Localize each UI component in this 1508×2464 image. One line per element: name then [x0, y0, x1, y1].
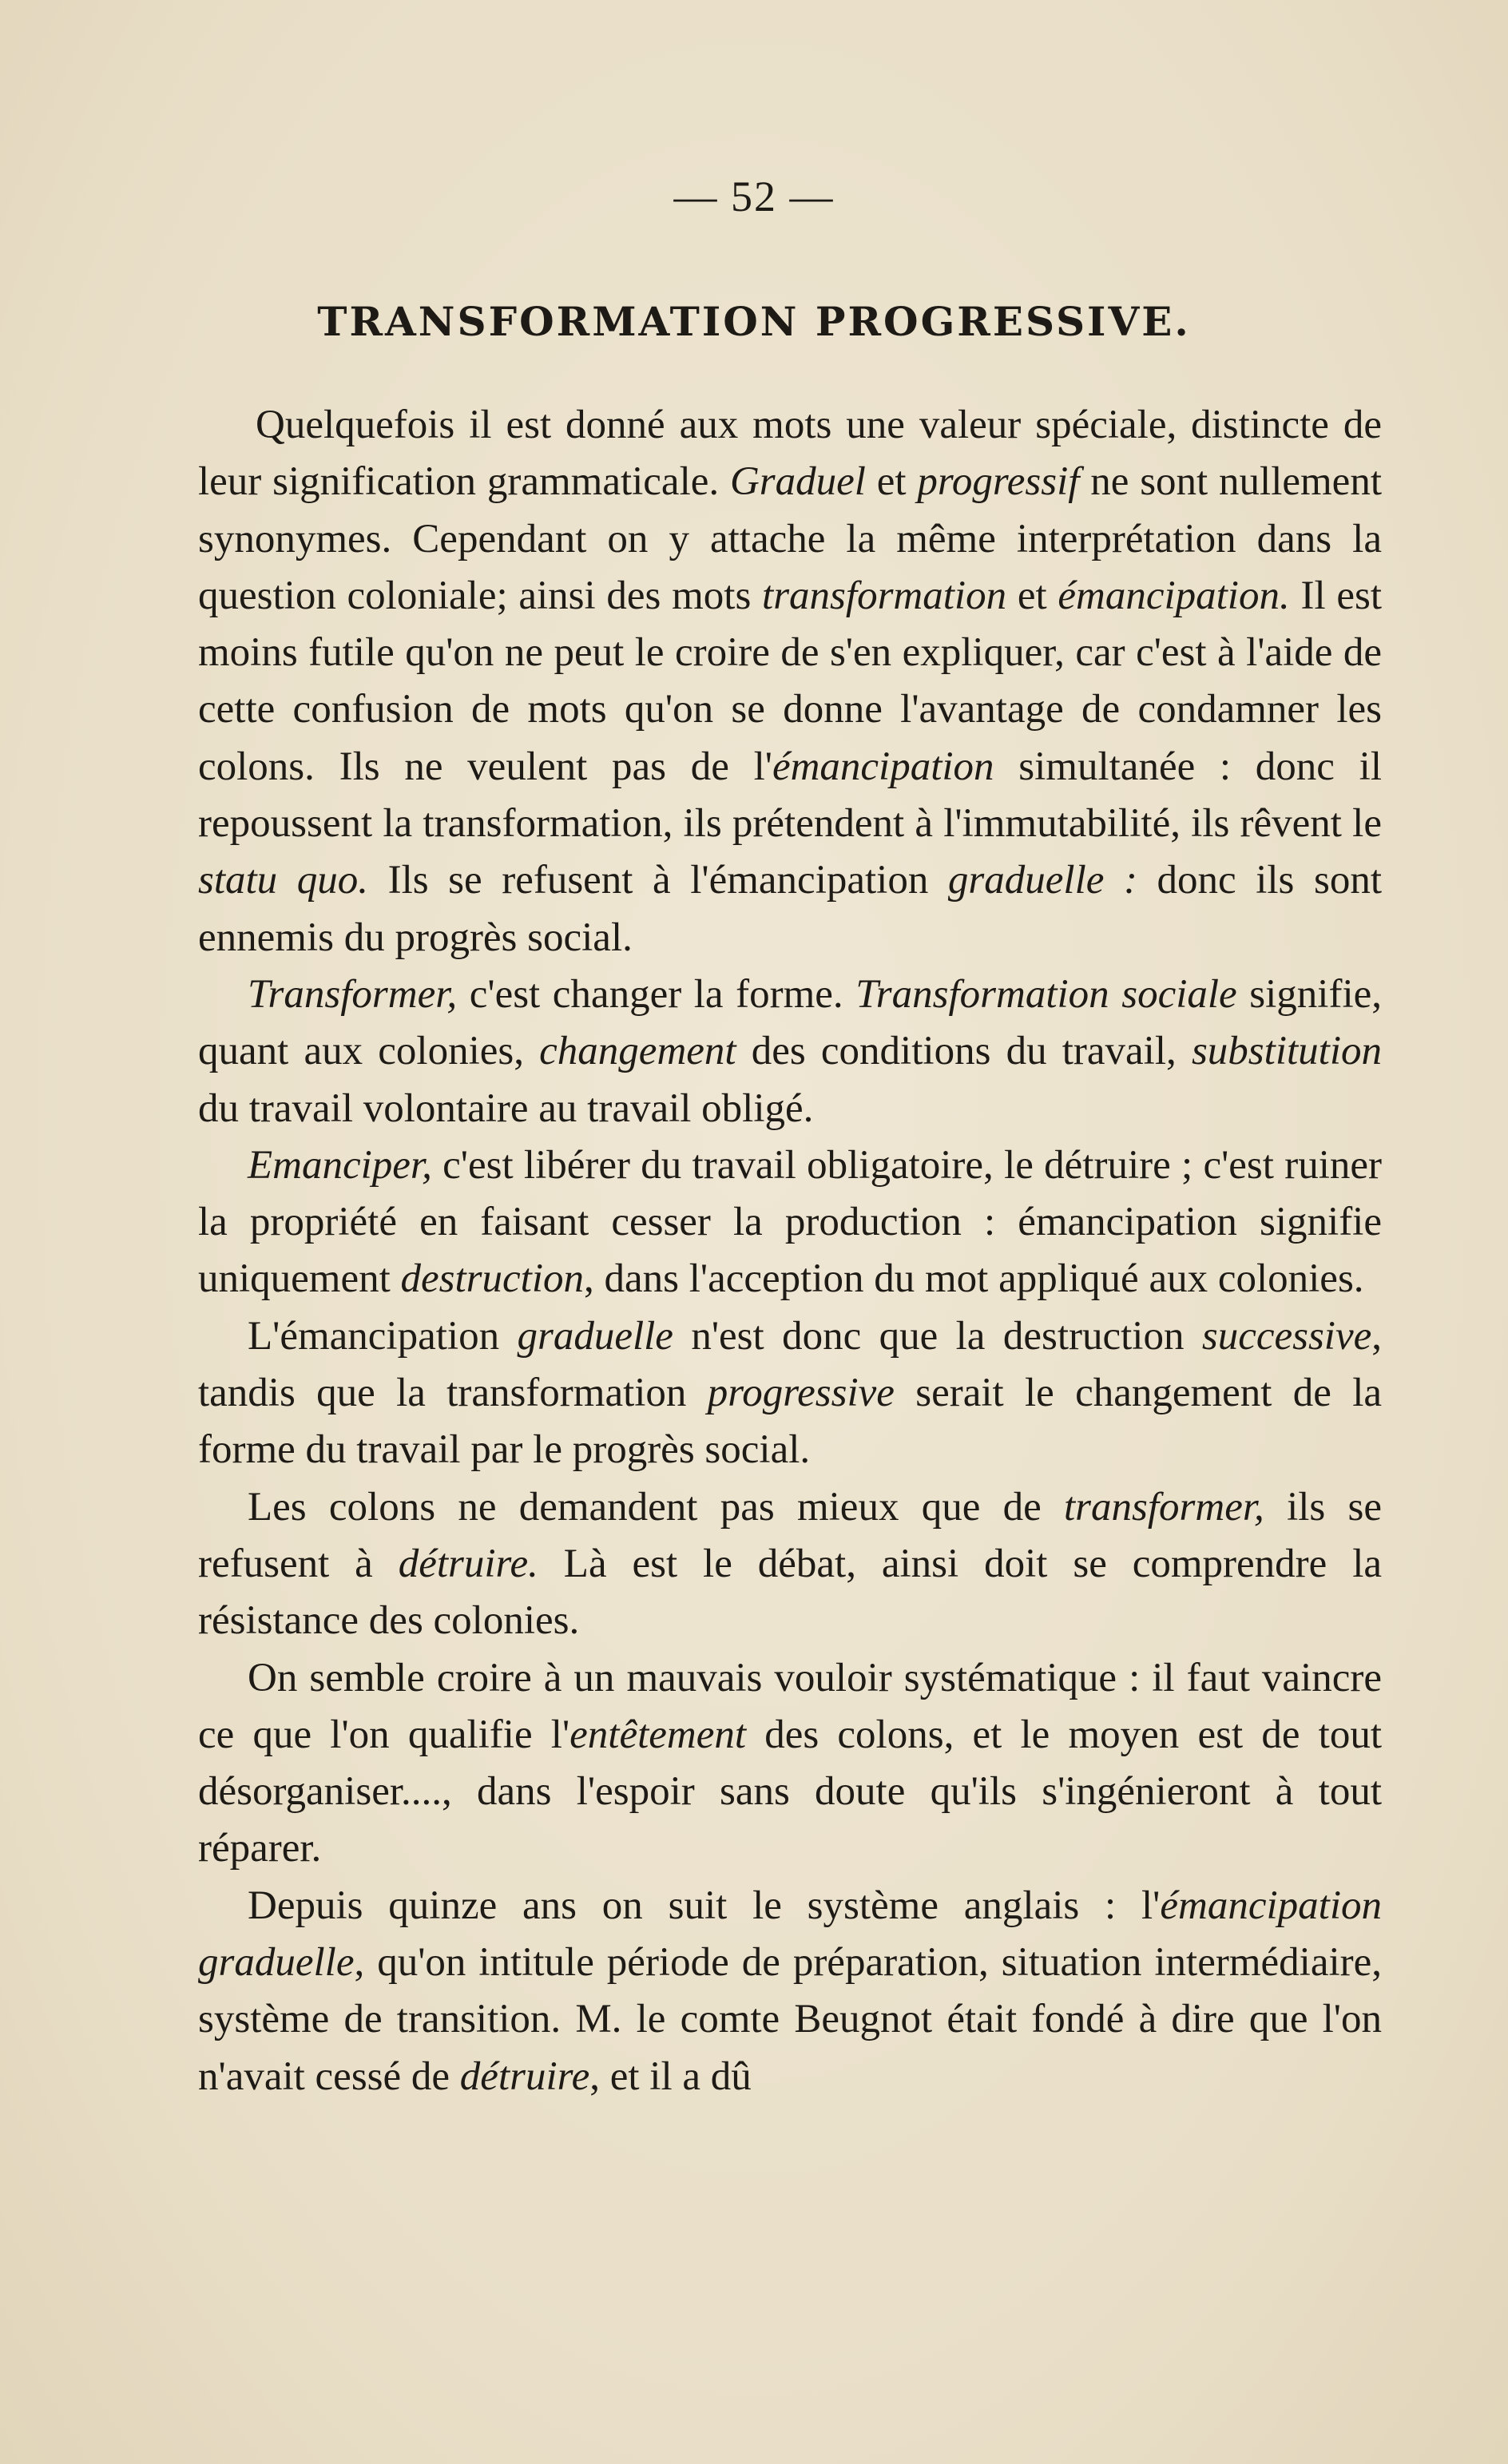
body-text [198, 397, 1382, 2105]
text-run: Depuis quinze ans on suit le système anglais : l' [248, 1883, 1161, 1928]
text-run: , dans l'acception du mot appliqué aux colonies. [584, 1256, 1364, 1302]
italic-run: détruire. [398, 1541, 538, 1586]
italic-run: Emanciper, [248, 1142, 432, 1188]
paragraph [198, 1878, 1382, 2105]
paragraph [198, 1137, 1382, 1308]
italic-run: graduelle : [947, 858, 1137, 903]
text-run: du travail volontaire au travail obligé. [198, 1085, 814, 1131]
text-run: serait le changement de la forme du travail par le progrès social. [198, 1371, 1383, 1473]
text-run: et [1006, 573, 1058, 618]
text-run: , et il a dû [589, 2053, 752, 2099]
text-run: ne sont nullement synonymes. Cependant on y attache la même interprétation dans la question coloniale; ainsi des mots [198, 459, 1382, 618]
text-run: L'émancipation [248, 1313, 518, 1359]
italic-run: transformation [762, 573, 1007, 618]
text-run: c'est libérer du travail obligatoire, le détruire ; c'est ruiner la propriété en faisant cesser la production : émancipation signifie uniquement [198, 1142, 1382, 1302]
text-run: signifie, quant aux colonies, [198, 971, 1382, 1074]
italic-run: émancipation graduelle [198, 1883, 1382, 1986]
italic-run: changement [539, 1029, 736, 1074]
text-run: simultanée : donc il repoussent la transformation, ils prétendent à l'immutabilité, ils rêvent le [198, 744, 1383, 847]
paragraph [198, 397, 1382, 966]
paragraph [198, 1479, 1382, 1650]
paragraph [198, 966, 1382, 1137]
text-run: ils se refusent à [198, 1484, 1383, 1586]
italic-run: émancipation. [1058, 573, 1290, 618]
section-title: TRANSFORMATION PROGRESSIVE. [317, 298, 1191, 345]
italic-run: émancipation [772, 744, 994, 789]
text-run: des conditions du travail, [736, 1029, 1192, 1074]
italic-run: graduelle [517, 1313, 673, 1359]
italic-run: Transformer, [248, 971, 458, 1017]
italic-run: détruire [459, 2053, 590, 2099]
paragraph [198, 1308, 1382, 1479]
italic-run: successive [1201, 1313, 1372, 1359]
italic-run: progressive [707, 1371, 895, 1416]
italic-run: progressif [917, 459, 1080, 505]
text-run: Ils se refusent à l'émancipation [368, 858, 948, 903]
text-run: On semble croire à un mauvais vouloir systématique : il faut vaincre ce que l'on qualifie l' [198, 1655, 1382, 1757]
italic-run: transformer, [1064, 1484, 1264, 1530]
page-number: — 52 — [673, 173, 835, 220]
text-run: des colons, et le moyen est de tout désorganiser...., dans l'espoir sans doute qu'ils s'ingénieront à tout réparer. [198, 1712, 1382, 1871]
text-run: c'est changer la forme. [457, 971, 856, 1017]
text-run: Les colons ne demandent pas mieux que de [248, 1484, 1065, 1530]
text-run: , qu'on intitule période de préparation, situation intermédiaire, système de transition. M. le comte Beugnot était fondé à dire que l'on n'avait cessé de [198, 1940, 1382, 2099]
italic-run: substitution [1191, 1029, 1382, 1074]
italic-run: Graduel [729, 459, 866, 505]
text-run: Quelquefois il est donné aux mots une valeur spéciale, distincte de leur signification grammaticale. [198, 403, 1382, 505]
text-run: , tandis que la transformation [198, 1313, 1382, 1416]
italic-run: Transformation sociale [855, 971, 1237, 1017]
text-run: Il est moins futile qu'on ne peut le croire de s'en expliquer, car c'est à l'aide de cette confusion de mots qu'on se donne l'avantage de condamner les colons. Ils ne veulent pas de l' [198, 573, 1382, 789]
italic-run: statu quo. [198, 858, 369, 903]
text-run: donc ils sont ennemis du progrès social. [198, 858, 1382, 960]
text-run: et [865, 459, 918, 505]
italic-run: destruction [400, 1256, 585, 1302]
italic-run: entêtement [569, 1712, 747, 1757]
paragraph [198, 1650, 1382, 1878]
text-run: Là est le débat, ainsi doit se comprendre la résistance des colonies. [198, 1541, 1382, 1644]
text-run: n'est donc que la destruction [673, 1313, 1202, 1359]
